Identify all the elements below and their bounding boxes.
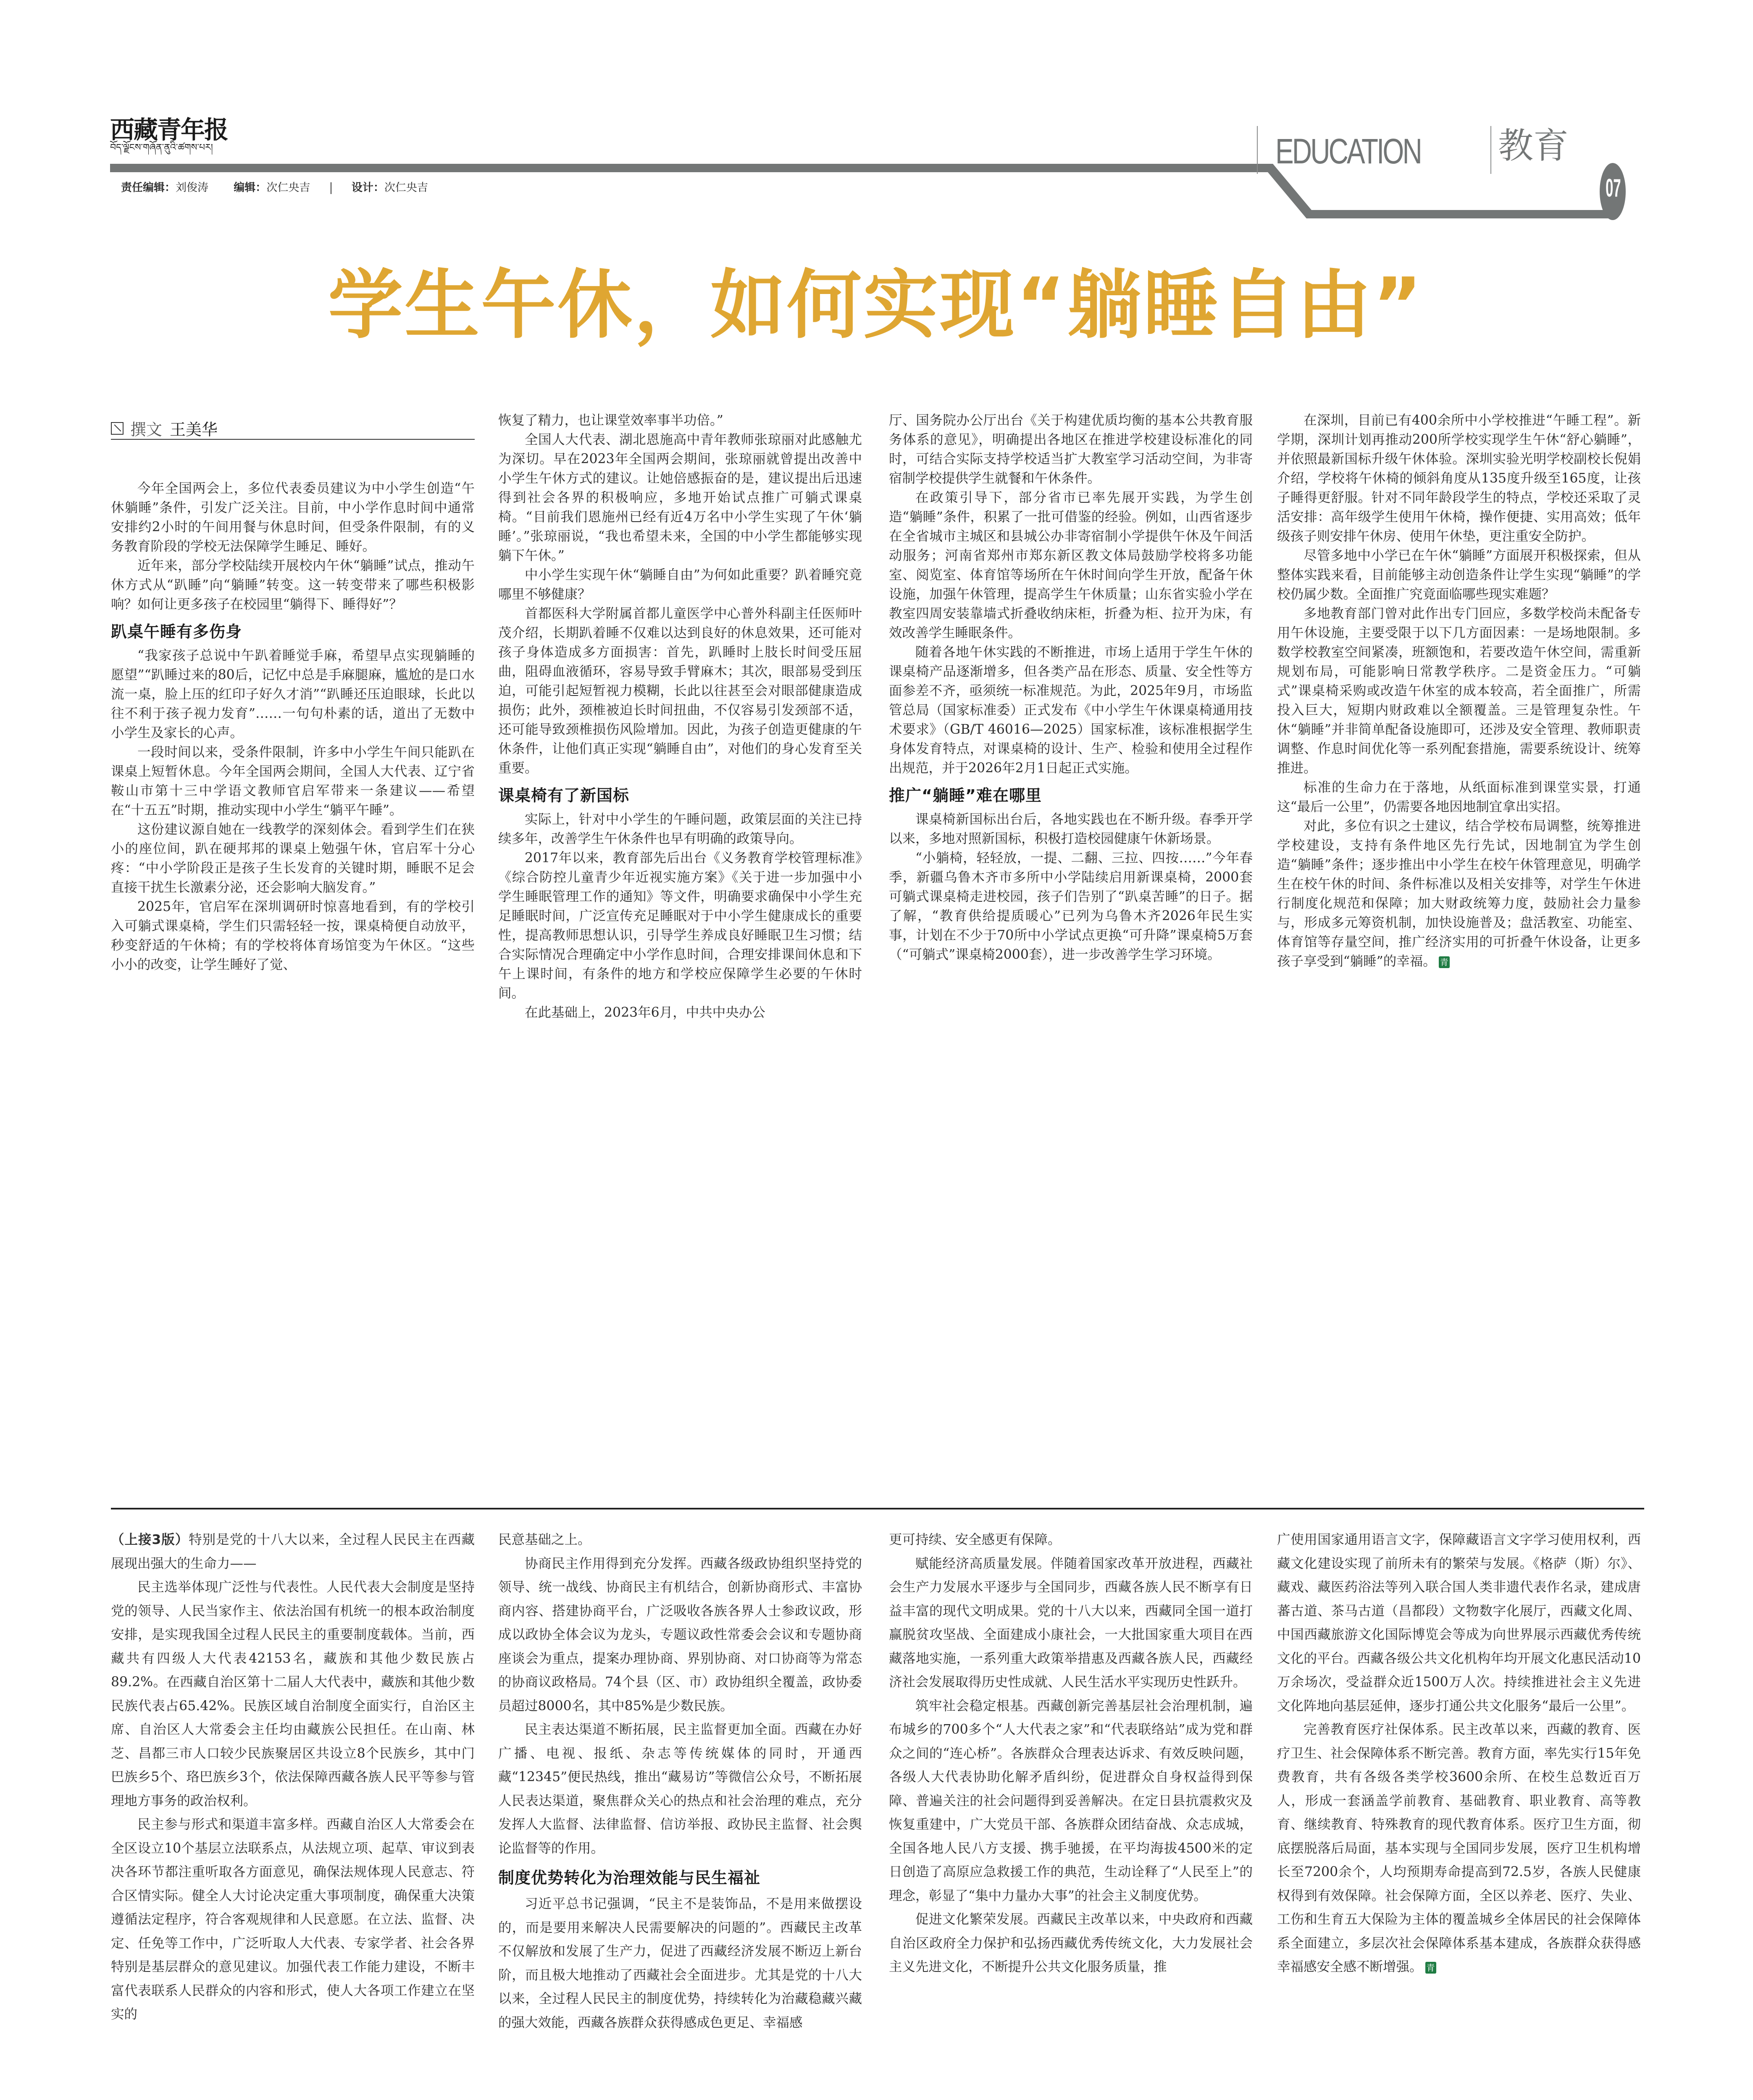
- paragraph-text: 习近平总书记强调，“民主不是装饰品，不是用来做摆设的，而是要用来解决人民需要解决的问题的”。西藏民主改革不仅解放和发展了生产力，促进了西藏经济发展不断迈上新台阶，而且极大地推动了西藏社会全面进步。尤其是党的十八大以来，全过程人民民主的制度优势，持续转化为治藏稳藏兴藏的强大效能，西藏各族群众获得感成色更足、幸福感: [498, 1896, 862, 2030]
- paragraph: [498, 1528, 862, 1552]
- continued-column-4: [1277, 1528, 1641, 1979]
- paragraph: [111, 646, 475, 743]
- page-number: 07: [1605, 174, 1621, 202]
- paragraph: [889, 1528, 1253, 1552]
- paragraph-text: 今年全国两会上，多位代表委员建议为中小学生创造“午休躺睡”条件，引发广泛关注。目前，中小学作息时间中通常安排约2小时的午间用餐与休息时间，但受条件限制，有的义务教育阶段的学校无法保障学生睡足、睡好。: [111, 481, 475, 554]
- paragraph: [498, 430, 862, 565]
- paragraph-text: 民意基础之上。: [498, 1532, 591, 1547]
- paragraph: [498, 848, 862, 1003]
- byline-rule: [111, 439, 475, 440]
- headline: 学生午休，如何实现“躺睡自由”: [328, 262, 1424, 349]
- paragraph-text: 在政策引导下，部分省市已率先展开实践，为学生创造“躺睡”条件，积累了一批可借鉴的经验。例如，山西省逐步在全省城市主城区和县城公办非寄宿制小学提供午休及午间活动服务；河南省郑州市郑东新区教文体局鼓励学校将多功能室、阅览室、体育馆等场所在午休时间向学生开放，配备午休设施，加强午休管理，提高学生午休质量；山东省实验小学在教室四周安装靠墙式折叠收纳床柜，折叠为柜、拉开为床，有效改善学生睡眠条件。: [889, 490, 1253, 640]
- paragraph: [1277, 1718, 1641, 1979]
- paragraph: [889, 411, 1253, 488]
- header-rule: [110, 0, 1643, 235]
- paragraph: [498, 810, 862, 848]
- paragraph: [889, 1908, 1253, 1979]
- paragraph: [498, 1003, 862, 1022]
- paragraph-text: 促进文化繁荣发展。西藏民主改革以来，中央政府和西藏自治区政府全力保护和弘扬西藏优秀传统文化，大力发展社会主义先进文化，不断提升公共文化服务质量，推: [889, 1912, 1253, 1974]
- paragraph-text: 这份建议源自她在一线教学的深刻体会。看到学生们在狭小的座位间，趴在硬邦邦的课桌上勉强午休，官启军十分心疼：“中小学阶段正是孩子生长发育的关键时期，睡眠不足会直接干扰生长激素分泌，还会影响大脑发育。”: [111, 822, 475, 895]
- paragraph-text: 民主表达渠道不断拓展，民主监督更加全面。西藏在办好广播、电视、报纸、杂志等传统媒体的同时，开通西藏“12345”便民热线，推出“藏易访”等微信公众号，不断拓展人民表达渠道，聚焦群众关心的热点和社会治理的难点，充分发挥人大监督、法律监督、信访举报、政协民主监督、社会舆论监督等的作用。: [498, 1722, 862, 1856]
- paragraph-text: 广使用国家通用语言文字，保障藏语言文字学习使用权利，西藏文化建设实现了前所未有的繁荣与发展。《格萨（斯）尔》、藏戏、藏医药浴法等列入联合国人类非遗代表作名录，建成唐蕃古道、茶马古道（昌都段）文物数字化展厅，西藏文化周、中国西藏旅游文化国际博览会等成为向世界展示西藏优秀传统文化的平台。西藏各级公共文化机构年均开展文化惠民活动10万余场次，受益群众近1500万人次。持续推进社会主义先进文化阵地向基层延伸，逐步打通公共文化服务“最后一公里”。: [1277, 1532, 1641, 1714]
- paragraph-text: 全国人大代表、湖北恩施高中青年教师张琼丽对此感触尤为深切。早在2023年全国两会期间，张琼丽就曾提出改善中小学生午休方式的建议。让她倍感振奋的是，建议提出后迅速得到社会各界的积极响应，多地开始试点推广可躺式课桌椅。“目前我们恩施州已经有近4万名中小学生实现了午休‘躺睡’。”张琼丽说，“我也希望未来，全国的中小学生都能够实现躺下午休。”: [498, 432, 862, 563]
- paragraph-text: 随着各地午休实践的不断推进，市场上适用于学生午休的课桌椅产品逐渐增多，但各类产品在形态、质量、安全性等方面参差不齐，亟须统一标准规范。为此，2025年9月，市场监管总局（国家标准委）正式发布《中小学生午休课桌椅通用技术要求》（GB/T 46016—2025）国家标准，该标准根据学生身体发育特点，对课桌椅的设计、生产、检验和使用全过程作出规范，并于2026年2月1日起正式实施。: [889, 645, 1253, 776]
- paragraph-text: 赋能经济高质量发展。伴随着国家改革开放进程，西藏社会生产力发展水平逐步与全国同步，西藏各族人民不断享有日益丰富的现代文明成果。党的十八大以来，西藏同全国一道打赢脱贫攻坚战、全面建成小康社会，一大批国家重大项目在西藏落地实施，一系列重大政策举措惠及西藏各族人民，西藏经济社会发展取得历史性成就、人民生活水平实现历史性跃升。: [889, 1556, 1253, 1690]
- paragraph-text: “我家孩子总说中午趴着睡觉手麻，希望早点实现躺睡的愿望”“趴睡过来的80后，记忆中总是手麻腿麻，尴尬的是口水流一桌，脸上压的红印子好久才消”“趴睡还压迫眼球，长此以往不利于孩子视力发育”……一句句朴素的话，道出了无数中小学生及家长的心声。: [111, 648, 475, 740]
- paragraph: [111, 556, 475, 614]
- article-end-mark-icon: 青: [1425, 1962, 1436, 1974]
- paragraph: [1277, 816, 1641, 971]
- paragraph: [889, 1552, 1253, 1694]
- designer-name: 次仁央吉: [384, 181, 428, 194]
- paragraph: [111, 479, 475, 556]
- paragraph: [889, 1694, 1253, 1908]
- editor-name: 次仁央吉: [266, 181, 310, 194]
- paragraph: [111, 1813, 475, 2026]
- section-divider-mid: [1490, 126, 1491, 174]
- paragraph: [1277, 1528, 1641, 1718]
- byline-pen-icon: [111, 422, 124, 435]
- article-end-mark-icon: 青: [1439, 956, 1450, 968]
- byline-label: 撰文: [130, 420, 163, 439]
- section-title-en: EDUCATION: [1275, 131, 1421, 171]
- paragraph: [889, 643, 1253, 778]
- byline-author: 王美华: [170, 420, 218, 439]
- paragraph-text: “小躺椅，轻轻放，一提、二翻、三拉、四按……”今年春季，新疆乌鲁木齐市多所中小学陆续启用新课桌椅，2000套可躺式课桌椅走进校园，孩子们告别了“趴桌苦睡”的日子。据了解，“教育供给提质暖心”已列为乌鲁木齐2026年民生实事，计划在不少于70所中小学试点更换“可升降”课桌椅5万套（“可躺式”课桌椅2000套），进一步改善学生学习环境。: [889, 850, 1253, 962]
- paragraph: [111, 1575, 475, 1813]
- paragraph: [498, 411, 862, 430]
- paragraph-text: 中小学生实现午休“躺睡自由”为何如此重要？趴着睡究竟哪里不够健康？: [498, 567, 862, 602]
- designer-label: 设计：: [351, 181, 384, 194]
- newspaper-logo-tibetan: བོད་ལྗོངས་གཞོན་ནུའི་ཚགས་པར།: [110, 142, 213, 153]
- subheading: 推广“躺睡”难在哪里: [889, 786, 1042, 805]
- paragraph: [1277, 546, 1641, 604]
- paragraph-text: 在深圳，目前已有400余所中小学校推进“午睡工程”。新学期，深圳计划再推动200所学校实现学生午休“舒心躺睡”，并依照最新国标升级午休体验。深圳实验光明学校副校长倪娟介绍，学校将午休椅的倾斜角度从135度升级至165度，让孩子睡得更舒服。针对不同年龄段学生的特点，学校还采取了灵活安排：高年级学生使用午休椅，操作便捷、实用高效；低年级孩子则安排午休房、使用午休垫，更注重安全防护。: [1277, 413, 1641, 544]
- paragraph-text: 在此基础上，2023年6月，中共中央办公: [525, 1005, 765, 1020]
- paragraph: [111, 897, 475, 974]
- paragraph: [111, 820, 475, 897]
- paragraph: [498, 1718, 862, 1860]
- section-title-cn: 教育: [1498, 125, 1569, 166]
- paragraph: [111, 1528, 475, 1575]
- continued-from-label: （上接3版）: [111, 1532, 189, 1547]
- byline: [111, 417, 218, 440]
- chief-editor-label: 责任编辑：: [121, 181, 176, 194]
- paragraph: [111, 743, 475, 820]
- paragraph: [1277, 411, 1641, 546]
- subheading: 趴桌午睡有多伤身: [111, 622, 242, 641]
- paragraph: [889, 488, 1253, 643]
- article-column-4: [1277, 411, 1641, 971]
- paragraph-text: 恢复了精力，也让课堂效率事半功倍。”: [498, 413, 723, 428]
- continued-column-2: [498, 1528, 862, 2034]
- paragraph: [498, 1552, 862, 1718]
- article-column-1: [111, 479, 475, 974]
- paragraph-text: 一段时间以来，受条件限制，许多中小学生午间只能趴在课桌上短暂休息。今年全国两会期间，全国人大代表、辽宁省鞍山市第十三中学语文教师官启军带来一条建议——希望在“十五五”时期，推动实现中小学生“躺平午睡”。: [111, 745, 475, 818]
- paragraph: [498, 565, 862, 604]
- paragraph-text: 特别是党的十八大以来，全过程人民民主在西藏展现出强大的生命力——: [111, 1532, 475, 1571]
- paragraph-text: 首都医科大学附属首都儿童医学中心普外科副主任医师叶茂介绍，长期趴着睡不仅难以达到良好的休息效果，还可能对孩子身体造成多方面损害：首先，趴睡时上肢长时间受压屈曲，阻碍血液循环，容易导致手臂麻木；其次，眼部易受到压迫，可能引起短暂视力模糊，长此以往甚至会对眼部健康造成损伤；此外，颈椎被迫长时间扭曲，不仅容易引发颈部不适，还可能导致颈椎损伤风险增加。因此，为孩子创造更健康的午休条件，让他们真正实现“躺睡自由”，对他们的身心发育至关重要。: [498, 606, 862, 776]
- paragraph: [889, 810, 1253, 848]
- section-divider-left: [1257, 126, 1258, 174]
- paragraph-text: 对此，多位有识之士建议，结合学校布局调整，统筹推进学校建设，支持有条件地区先行先试，因地制宜为学生创造“躺睡”条件；逐步推出中小学生在校午休管理意见，明确学生在校午休的时间、条件标准以及相关安排等，对学生午休进行制度化规范和保障；加大财政统筹力度，鼓励社会力量参与，形成多元筹资机制，加快设施普及；盘活教室、功能室、体育馆等存量空间，推广经济实用的可折叠午休设备，让更多孩子享受到“躺睡”的幸福。: [1277, 819, 1641, 969]
- paragraph: [889, 848, 1253, 964]
- paragraph-text: 协商民主作用得到充分发挥。西藏各级政协组织坚持党的领导、统一战线、协商民主有机结合，创新协商形式、丰富协商内容、搭建协商平台，广泛吸收各族各界人士参政议政，形成以政协全体会议为龙头，专题议政性常委会会议和专题协商座谈会为重点，提案办理协商、界别协商、对口协商等为常态的协商议政格局。74个县（区、市）政协组织全覆盖，政协委员超过8000名，其中85%是少数民族。: [498, 1556, 862, 1714]
- paragraph-text: 2017年以来，教育部先后出台《义务教育学校管理标准》《综合防控儿童青少年近视实施方案》《关于进一步加强中小学生睡眠管理工作的通知》等文件，明确要求确保中小学生充足睡眠时间，广泛宣传充足睡眠对于中小学生健康成长的重要性，提高教师思想认识，引导学生养成良好睡眠卫生习惯；结合实际情况合理确定中小学作息时间，合理安排课间休息和下午上课时间，有条件的地方和学校应保障学生必要的午休时间。: [498, 850, 862, 1001]
- paragraph-text: 筑牢社会稳定根基。西藏创新完善基层社会治理机制，遍布城乡的700多个“人大代表之家”和“代表联络站”成为党和群众之间的“连心桥”。各族群众合理表达诉求、有效反映问题，各级人大代表协助化解矛盾纠纷，促进群众自身权益得到保障、普遍关注的社会问题得到妥善解决。在定日县抗震救灾及恢复重建中，广大党员干部、各族群众团结奋战、众志成城，全国各地人民八方支援、携手驰援，在平均海拔4500米的定日创造了高原应急救援工作的典范，生动诠释了“人民至上”的理念，彰显了“集中力量办大事”的社会主义制度优势。: [889, 1698, 1253, 1903]
- editor-label: 编辑：: [234, 181, 267, 194]
- paragraph-text: 尽管多地中小学已在午休“躺睡”方面展开积极探索，但从整体实践来看，目前能够主动创造条件让学生实现“躺睡”的学校仍属少数。全面推广究竟面临哪些现实难题？: [1277, 548, 1641, 602]
- continued-column-1: [111, 1528, 475, 2026]
- paragraph-text: 完善教育医疗社保体系。民主改革以来，西藏的教育、医疗卫生、社会保障体系不断完善。教育方面，率先实行15年免费教育，共有各级各类学校3600余所、在校生总数近百万人，形成一套涵盖学前教育、基础教育、职业教育、高等教育、继续教育、特殊教育的现代教育体系。医疗卫生方面，彻底摆脱落后局面，基本实现与全国同步发展，医疗卫生机构增长至7200余个，人均预期寿命提高到72.5岁，各族人民健康权得到有效保障。社会保障方面，全区以养老、医疗、失业、工伤和生育五大保险为主体的覆盖城乡全体居民的社会保障体系全面建立，多层次社会保障体系基本建成，各族群众获得感幸福感安全感不断增强。: [1277, 1722, 1641, 1974]
- paragraph-text: 近年来，部分学校陆续开展校内午休“躺睡”试点，推动午休方式从“趴睡”向“躺睡”转变。这一转变带来了哪些积极影响？如何让更多孩子在校园里“躺得下、睡得好”？: [111, 558, 475, 612]
- paragraph-text: 课桌椅新国标出台后，各地实践也在不断升级。春季开学以来，多地对照新国标，积极打造校园健康午休新场景。: [889, 812, 1253, 846]
- article-separator-rule: [111, 1508, 1644, 1509]
- subheading: 制度优势转化为治理效能与民生福祉: [498, 1869, 761, 1887]
- paragraph-text: 民主选举体现广泛性与代表性。人民代表大会制度是坚持党的领导、人民当家作主、依法治国有机统一的根本政治制度安排，是实现我国全过程人民民主的重要制度载体。当前，西藏共有四级人大代表42153名，藏族和其他少数民族占89.2%。在西藏自治区第十二届人大代表中，藏族和其他少数民族代表占65.42%。民族区域自治制度全面实行，自治区主席、自治区人大常委会主任均由藏族公民担任。在山南、林芝、昌都三市人口较少民族聚居区共设立8个民族乡，其中门巴族乡5个、珞巴族乡3个，依法保障西藏各族人民平等参与管理地方事务的政治权利。: [111, 1580, 475, 1809]
- article-column-2: [498, 411, 862, 1022]
- paragraph-text: 多地教育部门曾对此作出专门回应，多数学校尚未配备专用午休设施，主要受限于以下几方面因素：一是场地限制。多数学校教室空间紧凑，班额饱和，若要改造午休空间，需重新规划布局，可能影响日常教学秩序。二是资金压力。“可躺式”课桌椅采购或改造午休室的成本较高，若全面推广，所需投入巨大，短期内财政难以全额覆盖。三是管理复杂性。午休“躺睡”并非简单配备设施即可，还涉及安全管理、教师职责调整、作息时间优化等一系列配套措施，需要系统设计、统筹推进。: [1277, 606, 1641, 776]
- paragraph-text: 标准的生命力在于落地，从纸面标准到课堂实景，打通这“最后一公里”，仍需要各地因地制宜拿出实招。: [1277, 780, 1641, 814]
- paragraph-text: 民主参与形式和渠道丰富多样。西藏自治区人大常委会在全区设立10个基层立法联系点，从法规立项、起草、审议到表决各环节都注重听取各方面意见，确保法规体现人民意志、符合区情实际。健全人大讨论决定重大事项制度，确保重大决策遵循法定程序，符合客观规律和人民意愿。在立法、监督、决定、任免等工作中，广泛听取人大代表、专家学者、社会各界特别是基层群众的意见建议。加强代表工作能力建设，不断丰富代表联系人民群众的内容和形式，使人大各项工作建立在坚实的: [111, 1817, 475, 2022]
- paragraph: [1277, 778, 1641, 816]
- paragraph-text: 实际上，针对中小学生的午睡问题，政策层面的关注已持续多年，改善学生午休条件也早有明确的政策导向。: [498, 812, 862, 846]
- article-column-3: [889, 411, 1253, 964]
- paragraph: [1277, 604, 1641, 778]
- paragraph-text: 厅、国务院办公厅出台《关于构建优质均衡的基本公共教育服务体系的意见》，明确提出各地区在推进学校建设标准化的同时，可结合实际支持学校适当扩大教室学习活动空间，为非寄宿制学校提供学生就餐和午休条件。: [889, 413, 1253, 486]
- paragraph: [498, 604, 862, 778]
- newspaper-logo: 西藏青年报: [110, 116, 228, 144]
- chief-editor-name: 刘俊涛: [176, 181, 209, 194]
- paragraph: [498, 1892, 862, 2034]
- paragraph-text: 更可持续、安全感更有保障。: [889, 1532, 1061, 1547]
- subheading: 课桌椅有了新国标: [498, 786, 630, 805]
- credits-line: [121, 179, 428, 194]
- continued-column-3: [889, 1528, 1253, 1979]
- paragraph-text: 2025年，官启军在深圳调研时惊喜地看到，有的学校引入可躺式课桌椅，学生们只需轻轻一按，课桌椅便自动放平，秒变舒适的午休椅；有的学校将体育场馆变为午休区。“这些小小的改变，让学生睡好了觉、: [111, 899, 475, 972]
